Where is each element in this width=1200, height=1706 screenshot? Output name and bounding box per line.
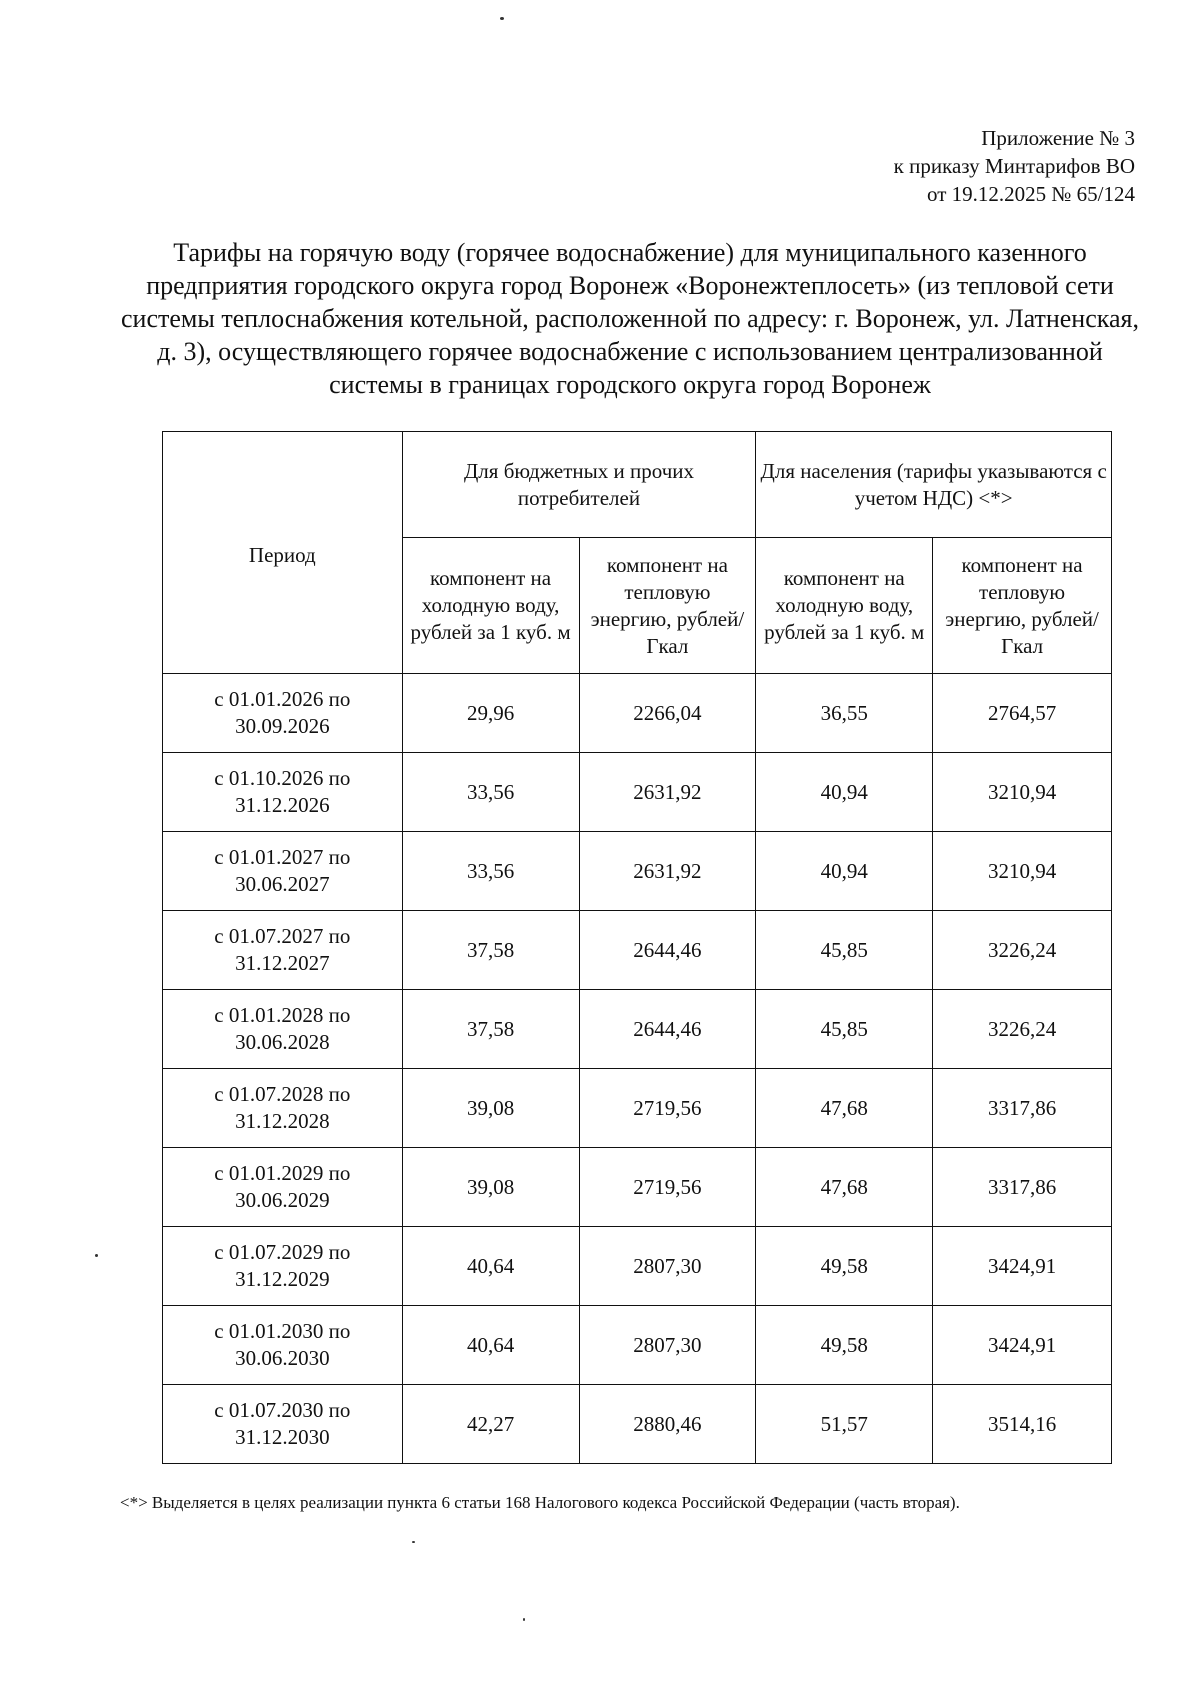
period-cell: с 01.01.2030 по 30.06.2030 — [163, 1306, 403, 1385]
budget-group-header: Для бюджетных и прочих потребителей — [402, 432, 756, 538]
population-heat-cell: 3514,16 — [933, 1385, 1112, 1464]
population-cold-cell: 36,55 — [756, 674, 933, 753]
appendix-reference — [635, 124, 1135, 208]
table-row — [163, 753, 1112, 832]
population-heat-cell: 3424,91 — [933, 1227, 1112, 1306]
population-heat-cell: 3210,94 — [933, 832, 1112, 911]
table-row — [163, 1306, 1112, 1385]
population-heat-cell: 3317,86 — [933, 1069, 1112, 1148]
population-heat-cell: 3226,24 — [933, 911, 1112, 990]
order-date-number: от 19.12.2025 № 65/124 — [926, 182, 1135, 206]
period-header: Период — [163, 432, 403, 674]
budget-cold-cell: 33,56 — [402, 832, 579, 911]
budget-cold-cell: 33,56 — [402, 753, 579, 832]
table-row — [163, 832, 1112, 911]
table-row — [163, 674, 1112, 753]
population-cold-cell: 45,85 — [756, 911, 933, 990]
budget-heat-cell: 2631,92 — [579, 832, 756, 911]
table-row — [163, 1385, 1112, 1464]
population-group-header: Для населения (тарифы указываются с учетом НДС) <*> — [756, 432, 1112, 538]
population-cold-cell: 49,58 — [756, 1306, 933, 1385]
budget-heat-cell: 2807,30 — [579, 1227, 756, 1306]
period-cell: с 01.07.2027 по 31.12.2027 — [163, 911, 403, 990]
population-cold-cell: 45,85 — [756, 990, 933, 1069]
scan-speck — [523, 1618, 525, 1621]
budget-heat-cell: 2807,30 — [579, 1306, 756, 1385]
budget-heat-cell: 2719,56 — [579, 1148, 756, 1227]
budget-cold-cell: 42,27 — [402, 1385, 579, 1464]
population-heat-cell: 3210,94 — [933, 753, 1112, 832]
tariff-table — [162, 431, 1112, 1464]
table-row — [163, 1069, 1112, 1148]
population-heat-cell: 3317,86 — [933, 1148, 1112, 1227]
budget-heat-cell: 2266,04 — [579, 674, 756, 753]
population-cold-cell: 40,94 — [756, 753, 933, 832]
table-row — [163, 1148, 1112, 1227]
budget-heat-cell: 2644,46 — [579, 990, 756, 1069]
budget-cold-header: компонент на холодную воду, рублей за 1 куб. м — [402, 538, 579, 674]
vat-footnote: <*> Выделяется в целях реализации пункта 6 статьи 168 Налогового кодекса Российской Федерации (часть вторая). — [120, 1493, 960, 1512]
population-heat-cell: 2764,57 — [933, 674, 1112, 753]
population-heat-header: компонент на тепловую энергию, рублей/Гкал — [933, 538, 1112, 674]
budget-heat-header: компонент на тепловую энергию, рублей/Гкал — [579, 538, 756, 674]
population-cold-cell: 49,58 — [756, 1227, 933, 1306]
appendix-number: Приложение № 3 — [981, 126, 1135, 150]
period-cell: с 01.01.2026 по 30.09.2026 — [163, 674, 403, 753]
period-cell: с 01.07.2028 по 31.12.2028 — [163, 1069, 403, 1148]
population-cold-cell: 47,68 — [756, 1069, 933, 1148]
period-cell: с 01.07.2030 по 31.12.2030 — [163, 1385, 403, 1464]
budget-cold-cell: 37,58 — [402, 990, 579, 1069]
population-heat-cell: 3424,91 — [933, 1306, 1112, 1385]
document-title: Тарифы на горячую воду (горячее водоснабжение) для муниципального казенного предприятия городского округа город Воронеж «Воронежтеплосеть» (из тепловой сети системы теплоснабжения котельной, расположенной по адресу: г. Воронеж, ул. Латненская, д. 3), осуществляющего горячее водоснабжение с использованием централизованной системы в границах городского округа город Воронеж — [121, 238, 1139, 399]
population-cold-header: компонент на холодную воду, рублей за 1 куб. м — [756, 538, 933, 674]
population-cold-cell: 47,68 — [756, 1148, 933, 1227]
scan-speck — [95, 1254, 98, 1257]
budget-cold-cell: 39,08 — [402, 1148, 579, 1227]
budget-heat-cell: 2719,56 — [579, 1069, 756, 1148]
budget-cold-cell: 37,58 — [402, 911, 579, 990]
table-row — [163, 911, 1112, 990]
period-cell: с 01.01.2028 по 30.06.2028 — [163, 990, 403, 1069]
scan-speck — [500, 17, 504, 20]
period-cell: с 01.01.2029 по 30.06.2029 — [163, 1148, 403, 1227]
period-cell: с 01.07.2029 по 31.12.2029 — [163, 1227, 403, 1306]
table-row — [163, 990, 1112, 1069]
budget-heat-cell: 2631,92 — [579, 753, 756, 832]
period-cell: с 01.01.2027 по 30.06.2027 — [163, 832, 403, 911]
budget-heat-cell: 2644,46 — [579, 911, 756, 990]
budget-cold-cell: 39,08 — [402, 1069, 579, 1148]
budget-cold-cell: 40,64 — [402, 1306, 579, 1385]
period-cell: с 01.10.2026 по 31.12.2026 — [163, 753, 403, 832]
population-cold-cell: 51,57 — [756, 1385, 933, 1464]
table-row — [163, 1227, 1112, 1306]
scan-speck — [412, 1541, 415, 1543]
population-cold-cell: 40,94 — [756, 832, 933, 911]
budget-cold-cell: 40,64 — [402, 1227, 579, 1306]
order-reference: к приказу Минтарифов ВО — [893, 154, 1135, 178]
budget-heat-cell: 2880,46 — [579, 1385, 756, 1464]
population-heat-cell: 3226,24 — [933, 990, 1112, 1069]
budget-cold-cell: 29,96 — [402, 674, 579, 753]
